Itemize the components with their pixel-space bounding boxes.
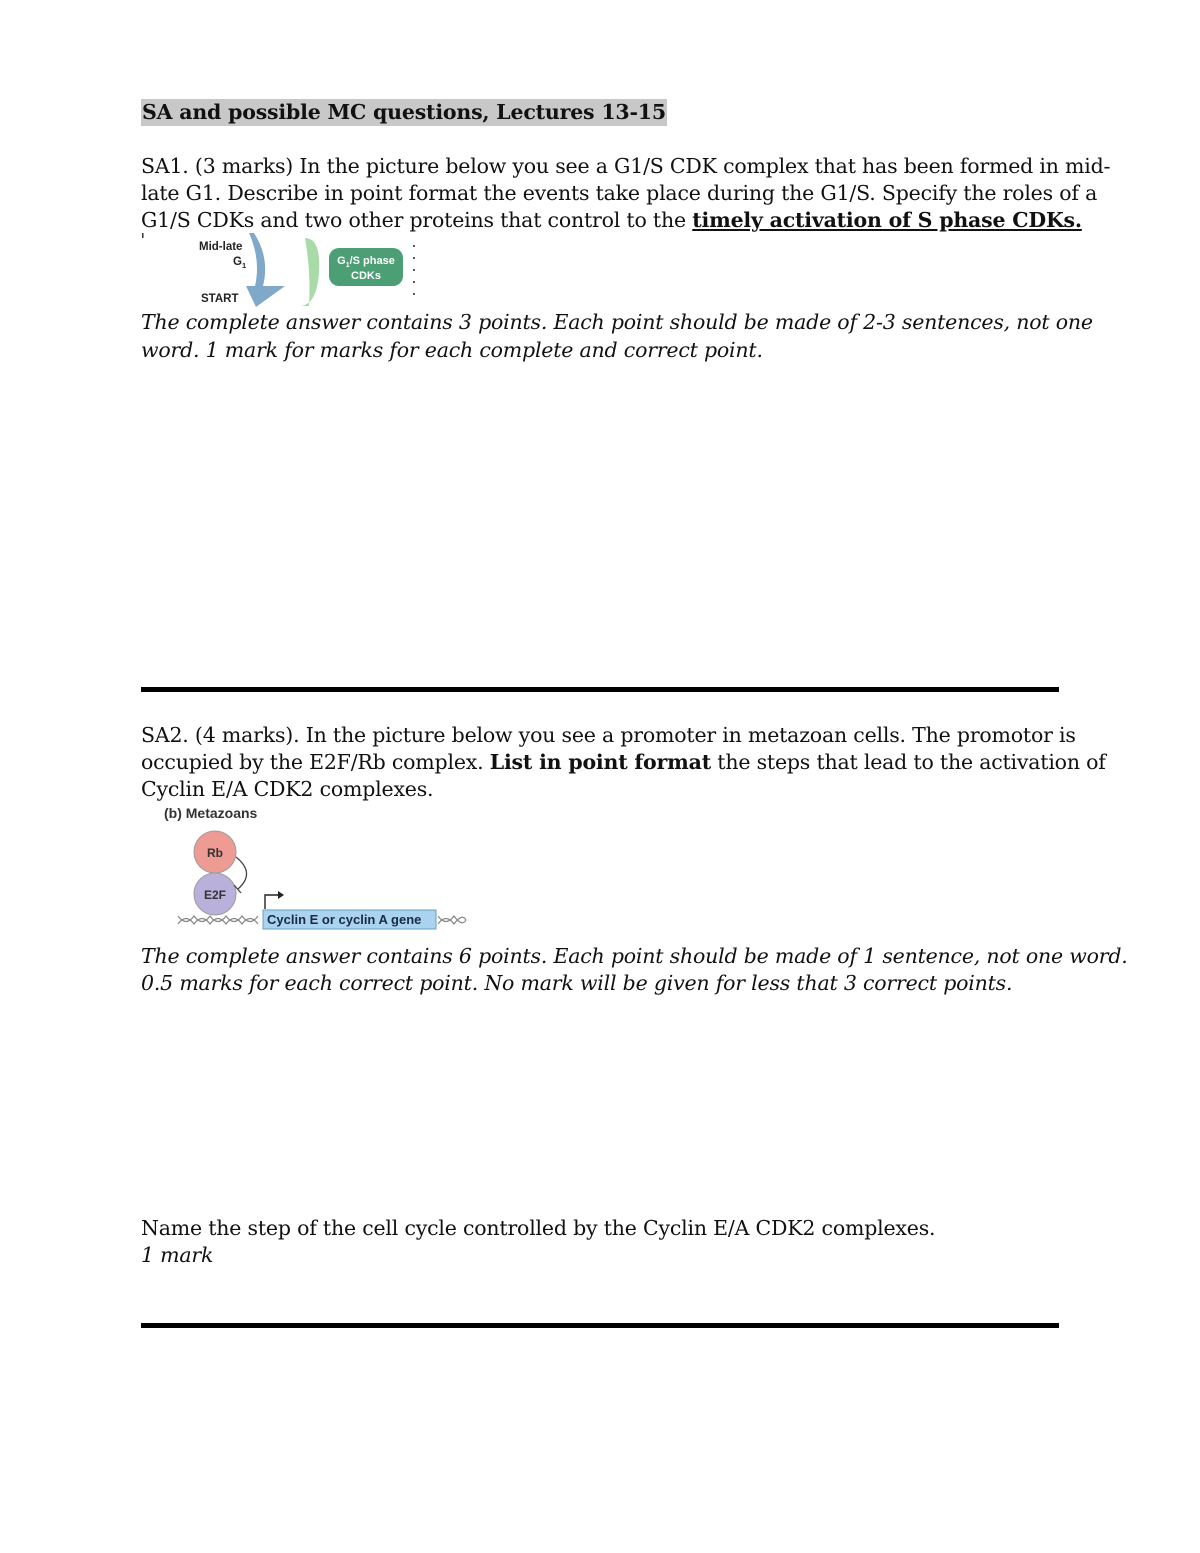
metazoans-heading: (b) Metazoans [164,805,258,821]
transcription-start-arrow [265,895,280,909]
sa2-instructions-line-2: 0.5 marks for each correct point. No mark will be given for less that 3 correct points. [141,971,1013,995]
sa1-figure [135,228,435,310]
section-divider-1 [141,687,1059,692]
curved-arrow [246,233,285,307]
sa2-figure [160,801,470,936]
sa1-question-line-3-text: G1/S CDKs and two other proteins that control to the [141,208,693,232]
sa2-question-line-3: Cyclin E/A CDK2 complexes. [141,777,434,801]
sa1-question-line-1: SA1. (3 marks) In the picture below you see a G1/S CDK complex that has been formed in mid- [141,154,1111,178]
cdk-box-label-line-1: $G_1/S$ phase [337,255,395,269]
sa1-emphasis: timely activation of S phase CDKs. [692,208,1082,232]
sa2-line-2-part-c: the steps that lead to the activation of [710,750,1106,774]
figure-mark [142,233,144,238]
sa3-marks: 1 mark [141,1243,214,1267]
sa1-label-g1: $G_1$ [233,256,247,270]
cdk-box-label-line-2: CDKs [351,270,381,282]
green-bracket [301,238,319,306]
e2f-label: E2F [203,888,227,902]
inhibition-arc [236,857,247,889]
sa2-emphasis: List in point format [489,750,711,774]
sa3-question: Name the step of the cell cycle controlled by the Cyclin E/A CDK2 complexes. [141,1216,936,1240]
rb-label: Rb [207,846,223,860]
sa1-label-start: START [201,293,239,305]
sa1-label-mid-late: Mid-late [199,241,243,253]
sa2-line-2-part-a: occupied by the E2F/Rb complex. [141,750,490,774]
section-divider-2 [141,1323,1059,1328]
sa1-question-line-2: late G1. Describe in point format the events take place during the G1/S. Specify the roles of a [141,181,1098,205]
document-title: SA and possible MC questions, Lectures 13-15 [142,100,666,124]
gene-label: Cyclin E or cyclin A gene [267,912,422,927]
sa1-instructions-line-1: The complete answer contains 3 points. Each point should be made of 2-3 sentences, not one [141,310,1093,334]
sa2-question-line-2 [141,749,1106,776]
sa1-instructions-line-2: word. 1 mark for marks for each complete and correct point. [141,338,763,362]
sa2-instructions-line-1: The complete answer contains 6 points. Each point should be made of 1 sentence, not one word. [141,944,1128,968]
sa2-question-line-1: SA2. (4 marks). In the picture below you see a promoter in metazoan cells. The promotor is [141,723,1076,747]
